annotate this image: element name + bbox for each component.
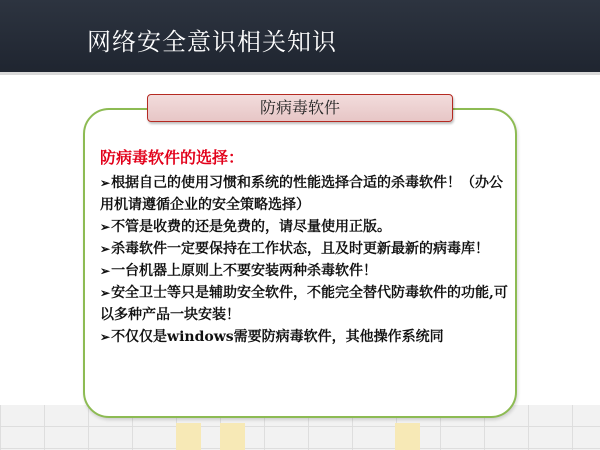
section-heading: 防病毒软件的选择：	[100, 148, 245, 167]
list-item: ➢根据自己的使用习惯和系统的性能选择合适的杀毒软件！（办公用机请遵循企业的安全策略选择）	[100, 175, 504, 213]
list-item: ➢一台机器上原则上不要安装两种杀毒软件！	[100, 263, 378, 279]
bullet-arrow-icon: ➢	[100, 286, 111, 300]
page-title: 网络安全意识相关知识	[87, 28, 337, 56]
bullet-arrow-icon: ➢	[100, 264, 111, 278]
list-item: ➢安全卫士等只是辅助安全软件，不能完全替代防毒软件的功能,可以多种产品一块安装！	[100, 285, 508, 323]
bullet-arrow-icon: ➢	[100, 176, 111, 190]
list-item: ➢杀毒软件一定要保持在工作状态，且及时更新最新的病毒库！	[100, 241, 490, 257]
bottom-accent-block	[220, 423, 245, 450]
list-item: ➢不仅仅是windows需要防病毒软件，其他操作系统同	[100, 329, 444, 345]
bullet-arrow-icon: ➢	[100, 220, 111, 234]
list-item: ➢不管是收费的还是免费的，请尽量使用正版。	[100, 219, 392, 235]
bullet-arrow-icon: ➢	[100, 242, 111, 256]
title-divider	[0, 72, 600, 75]
bottom-accent-block	[176, 423, 201, 450]
title-bar	[0, 0, 600, 72]
content-body	[100, 146, 510, 348]
bullet-arrow-icon: ➢	[100, 330, 111, 344]
bottom-accent-block	[395, 423, 420, 450]
section-header: 防病毒软件	[147, 94, 453, 122]
